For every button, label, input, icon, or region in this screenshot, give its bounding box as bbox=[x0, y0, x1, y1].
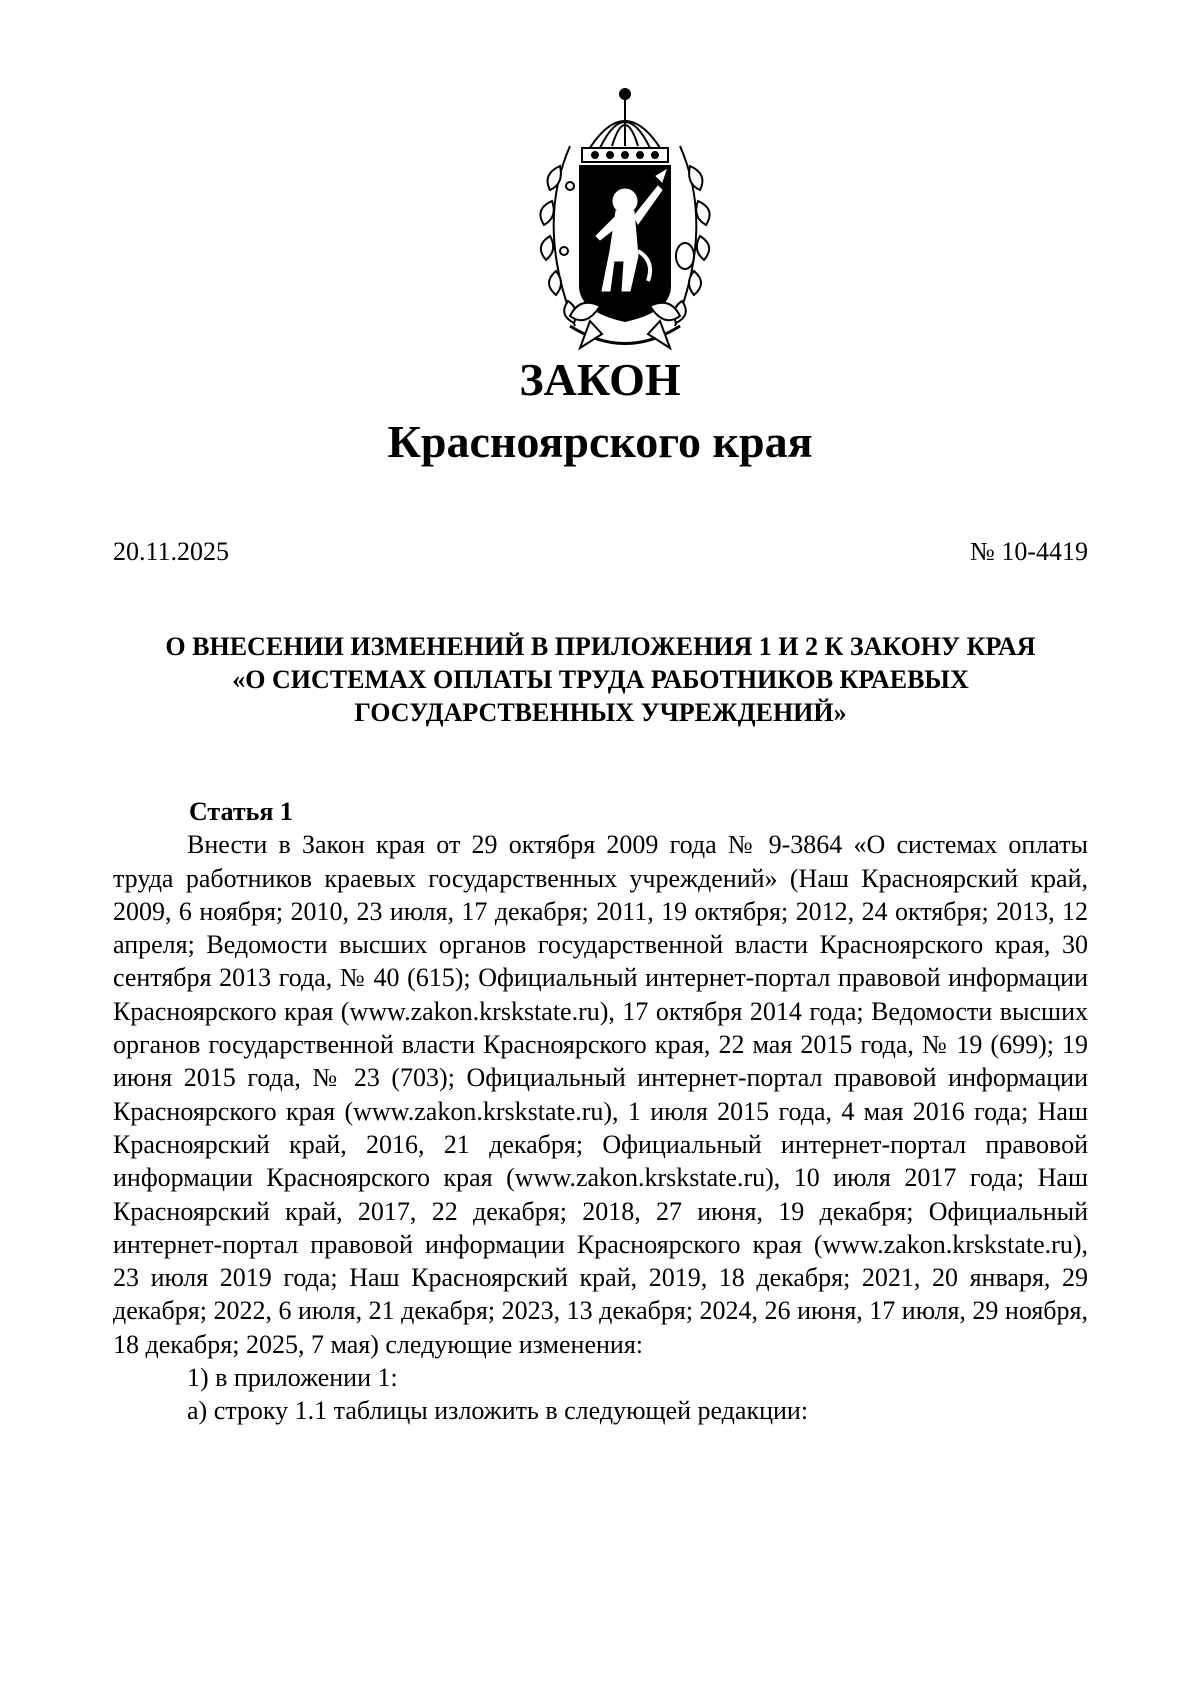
law-title-line: ГОСУДАРСТВЕННЫХ УЧРЕЖДЕНИЙ» bbox=[354, 698, 847, 727]
article-section bbox=[113, 795, 1088, 1428]
coat-of-arms-icon bbox=[530, 86, 720, 356]
article-heading: Статья 1 bbox=[189, 797, 293, 826]
document-subtitle: Красноярского края bbox=[387, 416, 813, 467]
law-title bbox=[113, 630, 1088, 729]
document-number: № 10-4419 bbox=[970, 537, 1088, 566]
article-body: Внести в Закон края от 29 октября 2009 года № 9-3864 «О системах оплаты труда работников краевых государственных учреждений» (Наш Красноярский край, 2009, 6 ноября; 2010, 23 июля, 17 декабря; 2011, 19 октября; 2012, 24 октября; 2013, 12 апреля; Ведомости высших органов государственной власти Красноярского края, 30 сентября 2013 года, № 40 (615); Официальный интернет-портал правовой информации Красноярского края (www.zakon.krskstate.ru), 17 октября 2014 года; Ведомости высших органов государственной власти Красноярского края, 22 мая 2015 года, № 19 (699); 19 июня 2015 года, № 23 (703); Официальный интернет-портал правовой информации Красноярского края (www.zakon.krskstate.ru), 1 июля 2015 года, 4 мая 2016 года; Наш Красноярский край, 2016, 21 декабря; Официальный интернет-портал правовой информации Красноярского края (www.zakon.krskstate.ru), 10 июля 2017 года; Наш Красноярский край, 2017, 22 декабря; 2018, 27 июня, 19 декабря; Официальный интернет-портал правовой информации Красноярского края (www.zakon.krskstate.ru), 23 июля 2019 года; Наш Красноярский край, 2019, 18 декабря; 2021, 20 января, 29 декабря; 2022, 6 июля, 21 декабря; 2023, 13 декабря; 2024, 26 июня, 17 июля, 29 ноября, 18 декабря; 2025, 7 мая) следующие изменения: bbox=[113, 830, 1088, 1359]
document-title: ЗАКОН bbox=[519, 354, 681, 405]
law-title-line: О ВНЕСЕНИИ ИЗМЕНЕНИЙ В ПРИЛОЖЕНИЯ 1 И 2 К ЗАКОНУ КРАЯ bbox=[165, 632, 1036, 661]
amendment-item: 1) в приложении 1: bbox=[187, 1363, 398, 1393]
law-title-line: «О СИСТЕМАХ ОПЛАТЫ ТРУДА РАБОТНИКОВ КРАЕВЫХ bbox=[232, 665, 969, 694]
amendment-subitem: а) строку 1.1 таблицы изложить в следующей редакции: bbox=[187, 1396, 809, 1426]
document-date: 20.11.2025 bbox=[113, 537, 230, 566]
